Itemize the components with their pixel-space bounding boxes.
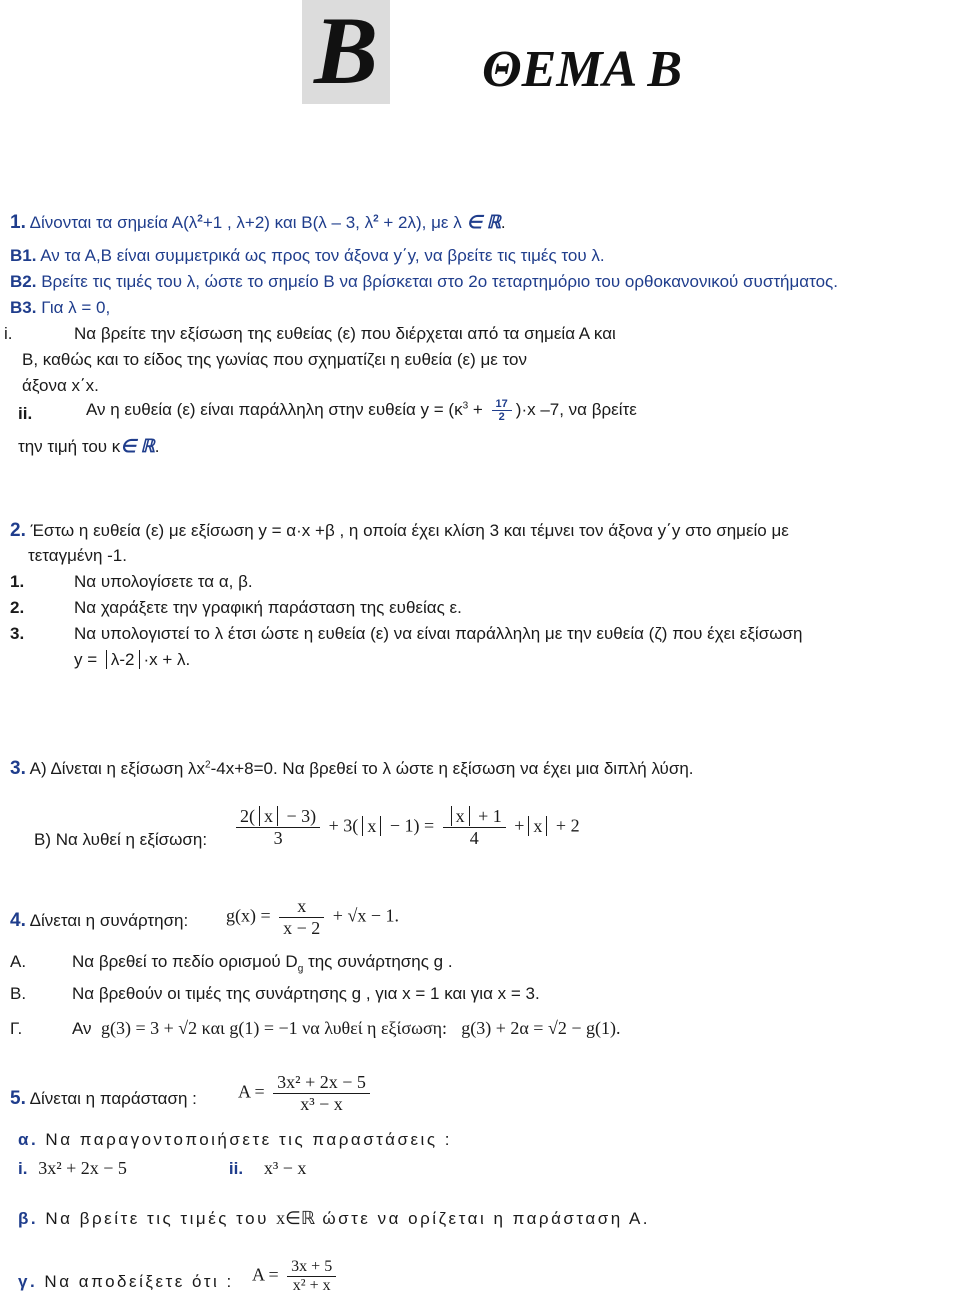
q5-a-items: i. 3x² + 2x − 5 ii. x³ − x	[18, 1158, 307, 1178]
q5-a: α. Να παραγοντοποιήσετε τις παραστάσεις :	[18, 1130, 452, 1149]
q1-i-line2: Β, καθώς και το είδος της γωνίας που σχηματίζει η ευθεία (ε) με τον	[22, 350, 527, 369]
q2-item-1: 1. Να υπολογίσετε τα α, β.	[10, 572, 253, 591]
q5-intro: 5. Δίνεται η παράσταση :	[10, 1088, 197, 1109]
q3-b-label: Β) Να λυθεί η εξίσωση:	[34, 830, 208, 849]
q2-line1: 2. Έστω η ευθεία (ε) με εξίσωση y = α·x +β , η οποία έχει κλίση 3 και τέμνει τον άξονα y΄y στο σημείο με	[10, 520, 789, 541]
q1-i-line3: άξονα x΄x.	[22, 376, 99, 395]
q1-b1: Β1. Αν τα Α,Β είναι συμμετρικά ως προς τον άξονα y΄y, να βρείτε τις τιμές του λ.	[10, 246, 605, 265]
q3-equation: $\frac{2( x - 3)}{3}$ + 3( x − 1) = $\frac{x + 1}{4}$ + x + 2	[232, 806, 580, 849]
eq-frac-1: $\frac{2( x - 3)}{3}$	[236, 806, 320, 849]
q1-b3: Β3. Για λ = 0,	[10, 298, 111, 317]
q3-a: 3. Α) Δίνεται η εξίσωση $\lambda x^2-4x+8=0$. Να βρεθεί το λ ώστε η εξίσωση να έχει μια διπλή λύση.	[10, 758, 694, 779]
q1-i-line1: Να βρείτε την εξίσωση της ευθείας (ε) που διέρχεται από τα σημεία Α και	[74, 324, 616, 343]
q1-i-label: i.	[4, 324, 13, 343]
q4-function: g(x) = $\frac{x}{x - 2}$ + √x − 1.	[226, 896, 399, 938]
q5-c: γ. Να αποδείξετε ότι :	[18, 1272, 234, 1291]
fraction-17-over-2: $\frac{17}{2}$	[492, 398, 512, 423]
q2-line2: τεταγμένη -1.	[28, 546, 127, 565]
element-of-reals-icon: ∈ ℝ	[120, 436, 155, 456]
eq-frac-2: $\frac{x + 1}{4}$	[443, 806, 506, 849]
q1-intro: 1. Δίνονται τα σημεία $A(\lambda^2+1$ , λ+2) και Β(λ – 3, $\lambda^2 + 2\lambda$), με λ ∈ ℝ.	[10, 212, 506, 233]
q2-line-last: y = λ-2 ·x + λ.	[74, 650, 191, 669]
q1-b2: Β2. Βρείτε τις τιμές του λ, ώστε το σημείο Β να βρίσκεται στο 2ο τεταρτημόριο του ορθοκανονικού συστήματος.	[10, 272, 838, 291]
q4-b: Β. Να βρεθούν οι τιμές της συνάρτησης g , για x = 1 και για x = 3.	[10, 984, 540, 1003]
q2-item-2: 2. Να χαράξετε την γραφική παράσταση της ευθείας ε.	[10, 598, 462, 617]
header-letter: Β	[313, 0, 379, 104]
q3-number: 3.	[10, 758, 26, 779]
q2-item-3: 3. Να υπολογιστεί το λ έτσι ώστε η ευθεία (ε) να είναι παράλληλη με την ευθεία (ζ) που έχει εξίσωση	[10, 624, 803, 643]
q4-a: Α. Να βρεθεί το πεδίο ορισμού $D_g$ της συνάρτησης g .	[10, 952, 453, 975]
q5-b: β. Να βρείτε τις τιμές του x∈ℝ ώστε να ορίζεται η παράσταση Α.	[18, 1208, 651, 1228]
q2-number: 2.	[10, 520, 26, 541]
page-title: ΘΕΜΑ Β	[482, 41, 683, 98]
q1-number: 1.	[10, 212, 26, 233]
element-of-reals-icon: ∈ ℝ	[466, 212, 501, 232]
q5-c-expression: A = $\frac{3x + 5}{\text{x² + x}}$	[252, 1258, 340, 1295]
q4-intro: 4. Δίνεται η συνάρτηση:	[10, 910, 189, 931]
q5-number: 5.	[10, 1088, 26, 1109]
q4-number: 4.	[10, 910, 26, 931]
q1-ii-line1: Αν η ευθεία (ε) είναι παράλληλη στην ευθεία $y = (\kappa^3$ + $\frac{17}{2}$ )·x –7, να βρείτε	[86, 398, 637, 423]
q1-ii-label: ii.	[18, 404, 33, 423]
q1-ii-line2: την τιμή του κ∈ ℝ.	[18, 436, 160, 456]
q4-c: Γ. Αν g(3) = 3 + √2 και g(1) = −1 να λυθεί η εξίσωση: g(3) + 2α = √2 − g(1).	[10, 1018, 621, 1038]
q5-expression: A = $\frac{\text{3x² + 2x − 5}}{\text{x³ − x}}$	[238, 1072, 374, 1115]
